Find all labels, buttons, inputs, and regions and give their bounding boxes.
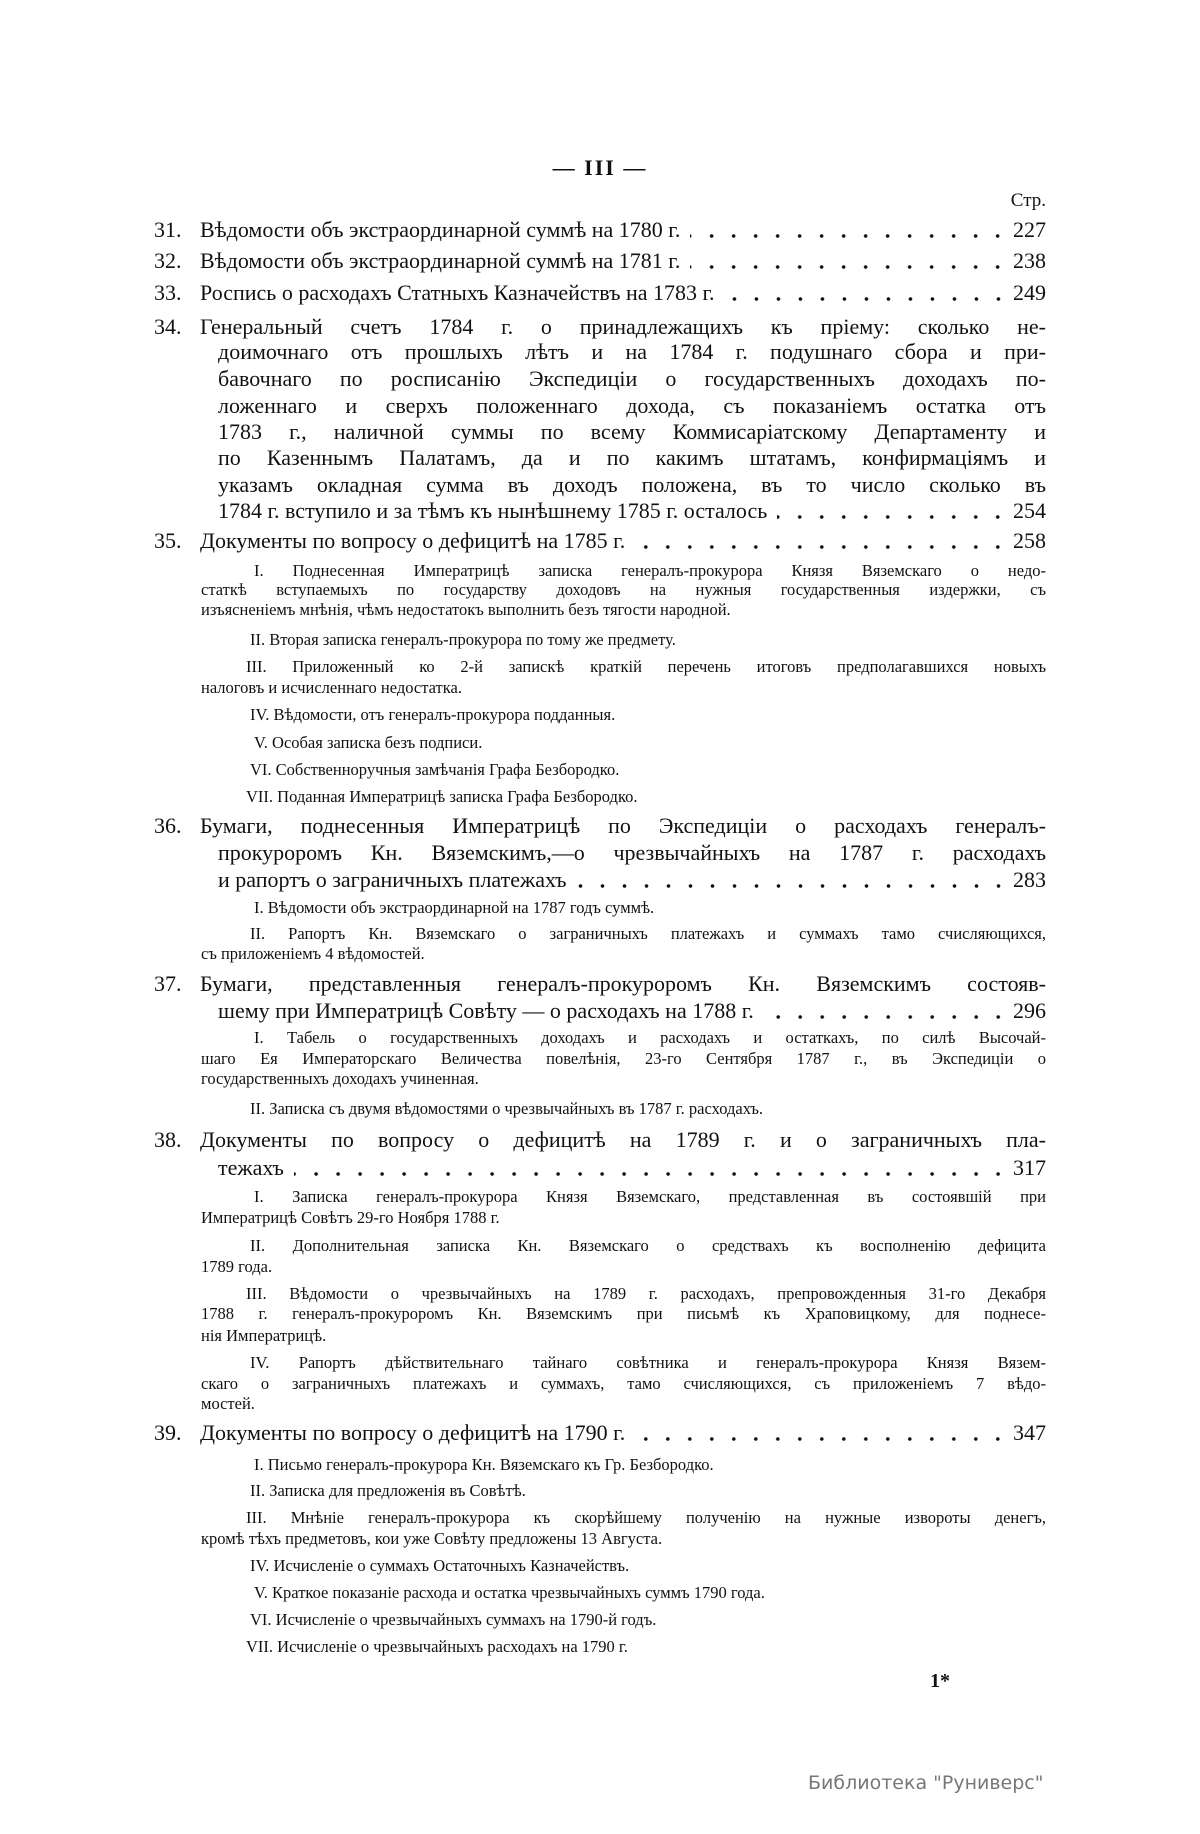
sub-item-text: Исчисленіе о чрезвычайныхъ суммахъ на 1790-й годъ. [275,1610,657,1629]
sub-item-line [201,1326,1046,1346]
sub-item-line [250,1556,1046,1576]
sub-item-line [250,1610,1046,1630]
sub-item-text: Исчисленіе о суммахъ Остаточныхъ Казначействъ. [273,1556,630,1575]
signature-mark: 1* [930,1670,950,1692]
sub-item-numeral: II. [250,924,266,943]
sub-item-line [201,580,1046,600]
sub-item-line [201,600,1046,620]
leader-dots [635,544,1009,550]
sub-item-line [250,1236,1046,1256]
sub-item-line [250,924,1046,944]
sub-item-numeral: I. [254,898,264,917]
entry-line-with-page [218,498,1046,524]
page-number-ref: 317 [1013,1155,1046,1180]
sub-item-line [201,944,1046,964]
leader-dots [294,1171,1009,1177]
sub-item-line [250,630,1046,650]
sub-item-numeral: V. [254,1583,268,1602]
sub-item-text: Вѣдомости, отъ генералъ-прокурора подданныя. [273,705,616,724]
sub-item-numeral: III. [246,1508,267,1527]
sub-item-numeral: IV. [250,1556,270,1575]
sub-item-line [201,1374,1046,1394]
sub-item-line [201,1049,1046,1069]
sub-item-line [254,561,1046,581]
entry-text: Вѣдомости объ экстраординарной суммѣ на 1780 г. [200,217,681,242]
sub-item-line [201,1257,1046,1277]
entry-number: 32. [154,248,182,273]
sub-item-text: Рапортъ Кн. Вяземскаго о заграничныхъ платежахъ и суммахъ тамо счисляющихся, [288,924,1046,943]
sub-item-line [246,1637,1046,1657]
entry-line: Бумаги, поднесенныя Императрицѣ по Экспедиціи о расходахъ генералъ- [200,813,1046,838]
entry-number: 33. [154,280,182,305]
sub-item-text: налоговъ и исчисленнаго недостатка. [201,678,462,697]
sub-item-line [201,1394,1046,1414]
sub-item-text: Записка съ двумя вѣдомостями о чрезвычайныхъ въ 1787 г. расходахъ. [269,1099,763,1118]
sub-item-line [254,1187,1046,1207]
sub-item-numeral: I. [254,1455,264,1474]
leader-dots [725,296,1009,302]
entry-line: Генеральный счетъ 1784 г. о принадлежащихъ къ пріему: сколько не- [200,314,1046,339]
entry-line-with-page [218,998,1046,1024]
sub-item-text: изъясненіемъ мнѣнія, чѣмъ недостатокъ выполнить безъ тягости народной. [201,600,731,619]
sub-item-text: Записка для предложенія въ Совѣтѣ. [269,1481,526,1500]
sub-item-numeral: I. [254,561,264,580]
entry-line: указамъ окладная сумма въ доходъ положена, въ то число сколько въ [218,472,1046,497]
sub-item-numeral: V. [254,733,268,752]
leader-dots [690,264,1009,270]
entry-line: доимочнаго отъ прошлыхъ лѣтъ и на 1784 г. подушнаго сбора и при- [218,339,1046,364]
entry-line-with-page [200,1420,1046,1446]
sub-item-text: съ приложеніемъ 4 вѣдомостей. [201,944,425,963]
entry-number: 34. [154,314,182,339]
sub-item-text: 1788 г. генералъ-прокуроромъ Кн. Вяземскимъ при письмѣ къ Храповицкому, для поднесе- [201,1304,1046,1323]
sub-item-text: Дополнительная записка Кн. Вяземскаго о средствахъ къ восполненію дефицита [292,1236,1046,1255]
sub-item-line [250,760,1046,780]
entry-line: по Казеннымъ Палатамъ, да и по какимъ штатамъ, конфирмаціямъ и [218,445,1046,470]
sub-item-text: кромѣ тѣхъ предметовъ, кои уже Совѣту предложены 13 Августа. [201,1529,663,1548]
sub-item-text: Собственноручныя замѣчанія Графа Безбородко. [275,760,620,779]
page-number-ref: 258 [1013,528,1046,553]
sub-item-line [246,657,1046,677]
entry-line-with-page [200,217,1046,243]
entry-line: бавочнаго по росписанію Экспедиціи о государственныхъ доходахъ по- [218,366,1046,391]
sub-item-line [201,1529,1046,1549]
sub-item-text: 1789 года. [201,1257,273,1276]
sub-item-text: Императрицѣ Совѣтъ 29-го Ноября 1788 г. [201,1208,500,1227]
sub-item-text: государственныхъ доходахъ учиненная. [201,1069,479,1088]
sub-item-text: Записка генералъ-прокурора Князя Вяземскаго, представленная въ состоявшій при [292,1187,1046,1206]
entry-text: Роспись о расходахъ Статныхъ Казначействъ на 1783 г. [200,280,715,305]
sub-item-numeral: IV. [250,1353,270,1372]
leader-dots [777,514,1009,520]
sub-item-text: Особая записка безъ подписи. [272,733,483,752]
sub-item-line [201,1069,1046,1089]
sub-item-numeral: III. [246,657,267,676]
sub-item-numeral: I. [254,1187,264,1206]
entry-text: 1784 г. вступило и за тѣмъ къ нынѣшнему 1785 г. осталось [218,498,768,523]
sub-item-line [250,705,1046,725]
sub-item-text: Вторая записка генералъ-прокурора по тому же предмету. [269,630,676,649]
sub-item-text: Краткое показаніе расхода и остатка чрезвычайныхъ суммъ 1790 года. [272,1583,765,1602]
entry-number: 38. [154,1127,182,1152]
entry-text: и рапортъ о заграничныхъ платежахъ [218,867,567,892]
sub-item-numeral: VII. [246,787,274,806]
page-number-ref: 296 [1013,998,1046,1023]
sub-item-text: статкѣ вступаемыхъ по государству доходовъ на нужныя государственныя издержки, съ [201,580,1046,599]
sub-item-line [254,1455,1046,1475]
entry-number: 36. [154,813,182,838]
leader-dots [764,1014,1009,1020]
entry-line-with-page [218,1155,1046,1181]
sub-item-line [246,1508,1046,1528]
entry-line-with-page [200,280,1046,306]
sub-item-line [254,733,1046,753]
sub-item-text: Мнѣніе генералъ-прокурора къ скорѣйшему полученію на нужные извороты денегъ, [290,1508,1046,1527]
sub-item-numeral: VII. [246,1637,274,1656]
sub-item-text: Исчисленіе о чрезвычайныхъ расходахъ на 1790 г. [277,1637,628,1656]
leader-dots [635,1436,1009,1442]
sub-item-line [246,1284,1046,1304]
leader-dots [577,883,1010,889]
entry-line: ложеннаго и сверхъ положеннаго дохода, съ показаніемъ остатка отъ [218,393,1046,418]
sub-item-text: Вѣдомости объ экстраординарной на 1787 годъ суммѣ. [267,898,655,917]
entry-text: Документы по вопросу о дефицитѣ на 1790 г. [200,1420,626,1445]
leader-dots [690,233,1009,239]
page-number-ref: 227 [1013,217,1046,242]
entry-line-with-page [200,248,1046,274]
entry-line: Документы по вопросу о дефицитѣ на 1789 г. и о заграничныхъ пла- [200,1127,1046,1152]
sub-item-text: нія Императрицѣ. [201,1326,327,1345]
sub-item-numeral: II. [250,1481,266,1500]
sub-item-line [254,1583,1046,1603]
sub-item-line [201,1304,1046,1324]
entry-number: 35. [154,528,182,553]
sub-item-numeral: I. [254,1028,264,1047]
sub-item-numeral: II. [250,1099,266,1118]
sub-item-numeral: IV. [250,705,270,724]
sub-item-numeral: II. [250,630,266,649]
entry-text: Документы по вопросу о дефицитѣ на 1785 г. [200,528,626,553]
sub-item-numeral: VI. [250,1610,272,1629]
sub-item-text: скаго о заграничныхъ платежахъ и суммахъ, тамо счисляющихся, съ приложеніемъ 7 вѣдо- [201,1374,1046,1393]
sub-item-text: Письмо генералъ-прокурора Кн. Вяземскаго къ Гр. Безбородко. [267,1455,714,1474]
page-number-ref: 238 [1013,248,1046,273]
entry-text: тежахъ [218,1155,284,1180]
sub-item-line [250,1481,1046,1501]
entry-number: 39. [154,1420,182,1445]
sub-item-text: шаго Ея Императорскаго Величества повелѣнія, 23-го Сентября 1787 г., въ Экспедиціи о [201,1049,1046,1068]
sub-item-line [201,1208,1046,1228]
page-number-ref: 254 [1013,498,1046,523]
entry-line: Бумаги, представленныя генералъ-прокуроромъ Кн. Вяземскимъ состояв- [200,971,1046,996]
entry-number: 37. [154,971,182,996]
sub-item-line [250,1099,1046,1119]
sub-item-text: Поданная Императрицѣ записка Графа Безбородко. [277,787,638,806]
sub-item-line [254,898,1046,918]
sub-item-line [201,678,1046,698]
sub-item-numeral: II. [250,1236,266,1255]
page-number-ref: 347 [1013,1420,1046,1445]
sub-item-line [250,1353,1046,1373]
sub-item-text: Рапортъ дѣйствительнаго тайнаго совѣтника и генералъ-прокурора Князя Вязем- [298,1353,1046,1372]
entry-line: 1783 г., наличной суммы по всему Коммисаріатскому Департаменту и [218,419,1046,444]
sub-item-line [254,1028,1046,1048]
page-number-ref: 249 [1013,280,1046,305]
sub-item-line [246,787,1046,807]
entry-line-with-page [218,867,1046,893]
sub-item-text: Табель о государственныхъ доходахъ и расходахъ и остаткахъ, по силѣ Высочай- [286,1028,1046,1047]
entry-text: Вѣдомости объ экстраординарной суммѣ на 1781 г. [200,248,681,273]
sub-item-text: Поднесенная Императрицѣ записка генералъ-прокурора Князя Вяземскаго о недо- [292,561,1046,580]
library-watermark: Библиотека "Руниверс" [808,1772,1044,1794]
sub-item-text: мостей. [201,1394,255,1413]
entry-line: прокуроромъ Кн. Вяземскимъ,—о чрезвычайныхъ на 1787 г. расходахъ [218,840,1046,865]
page-number-ref: 283 [1013,867,1046,892]
sub-item-numeral: VI. [250,760,272,779]
page-number: — III — [552,155,648,180]
sub-item-text: Приложенный ко 2-й запискѣ краткій перечень итоговъ предполагавшихся новыхъ [292,657,1046,676]
page-column-label: Стр. [1010,190,1046,211]
sub-item-text: Вѣдомости о чрезвычайныхъ на 1789 г. расходахъ, препровожденныя 31-го Декабря [289,1284,1046,1303]
entry-line-with-page [200,528,1046,554]
sub-item-numeral: III. [246,1284,267,1303]
entry-number: 31. [154,217,182,242]
entry-text: шему при Императрицѣ Совѣту — о расходахъ на 1788 г. [218,998,754,1023]
